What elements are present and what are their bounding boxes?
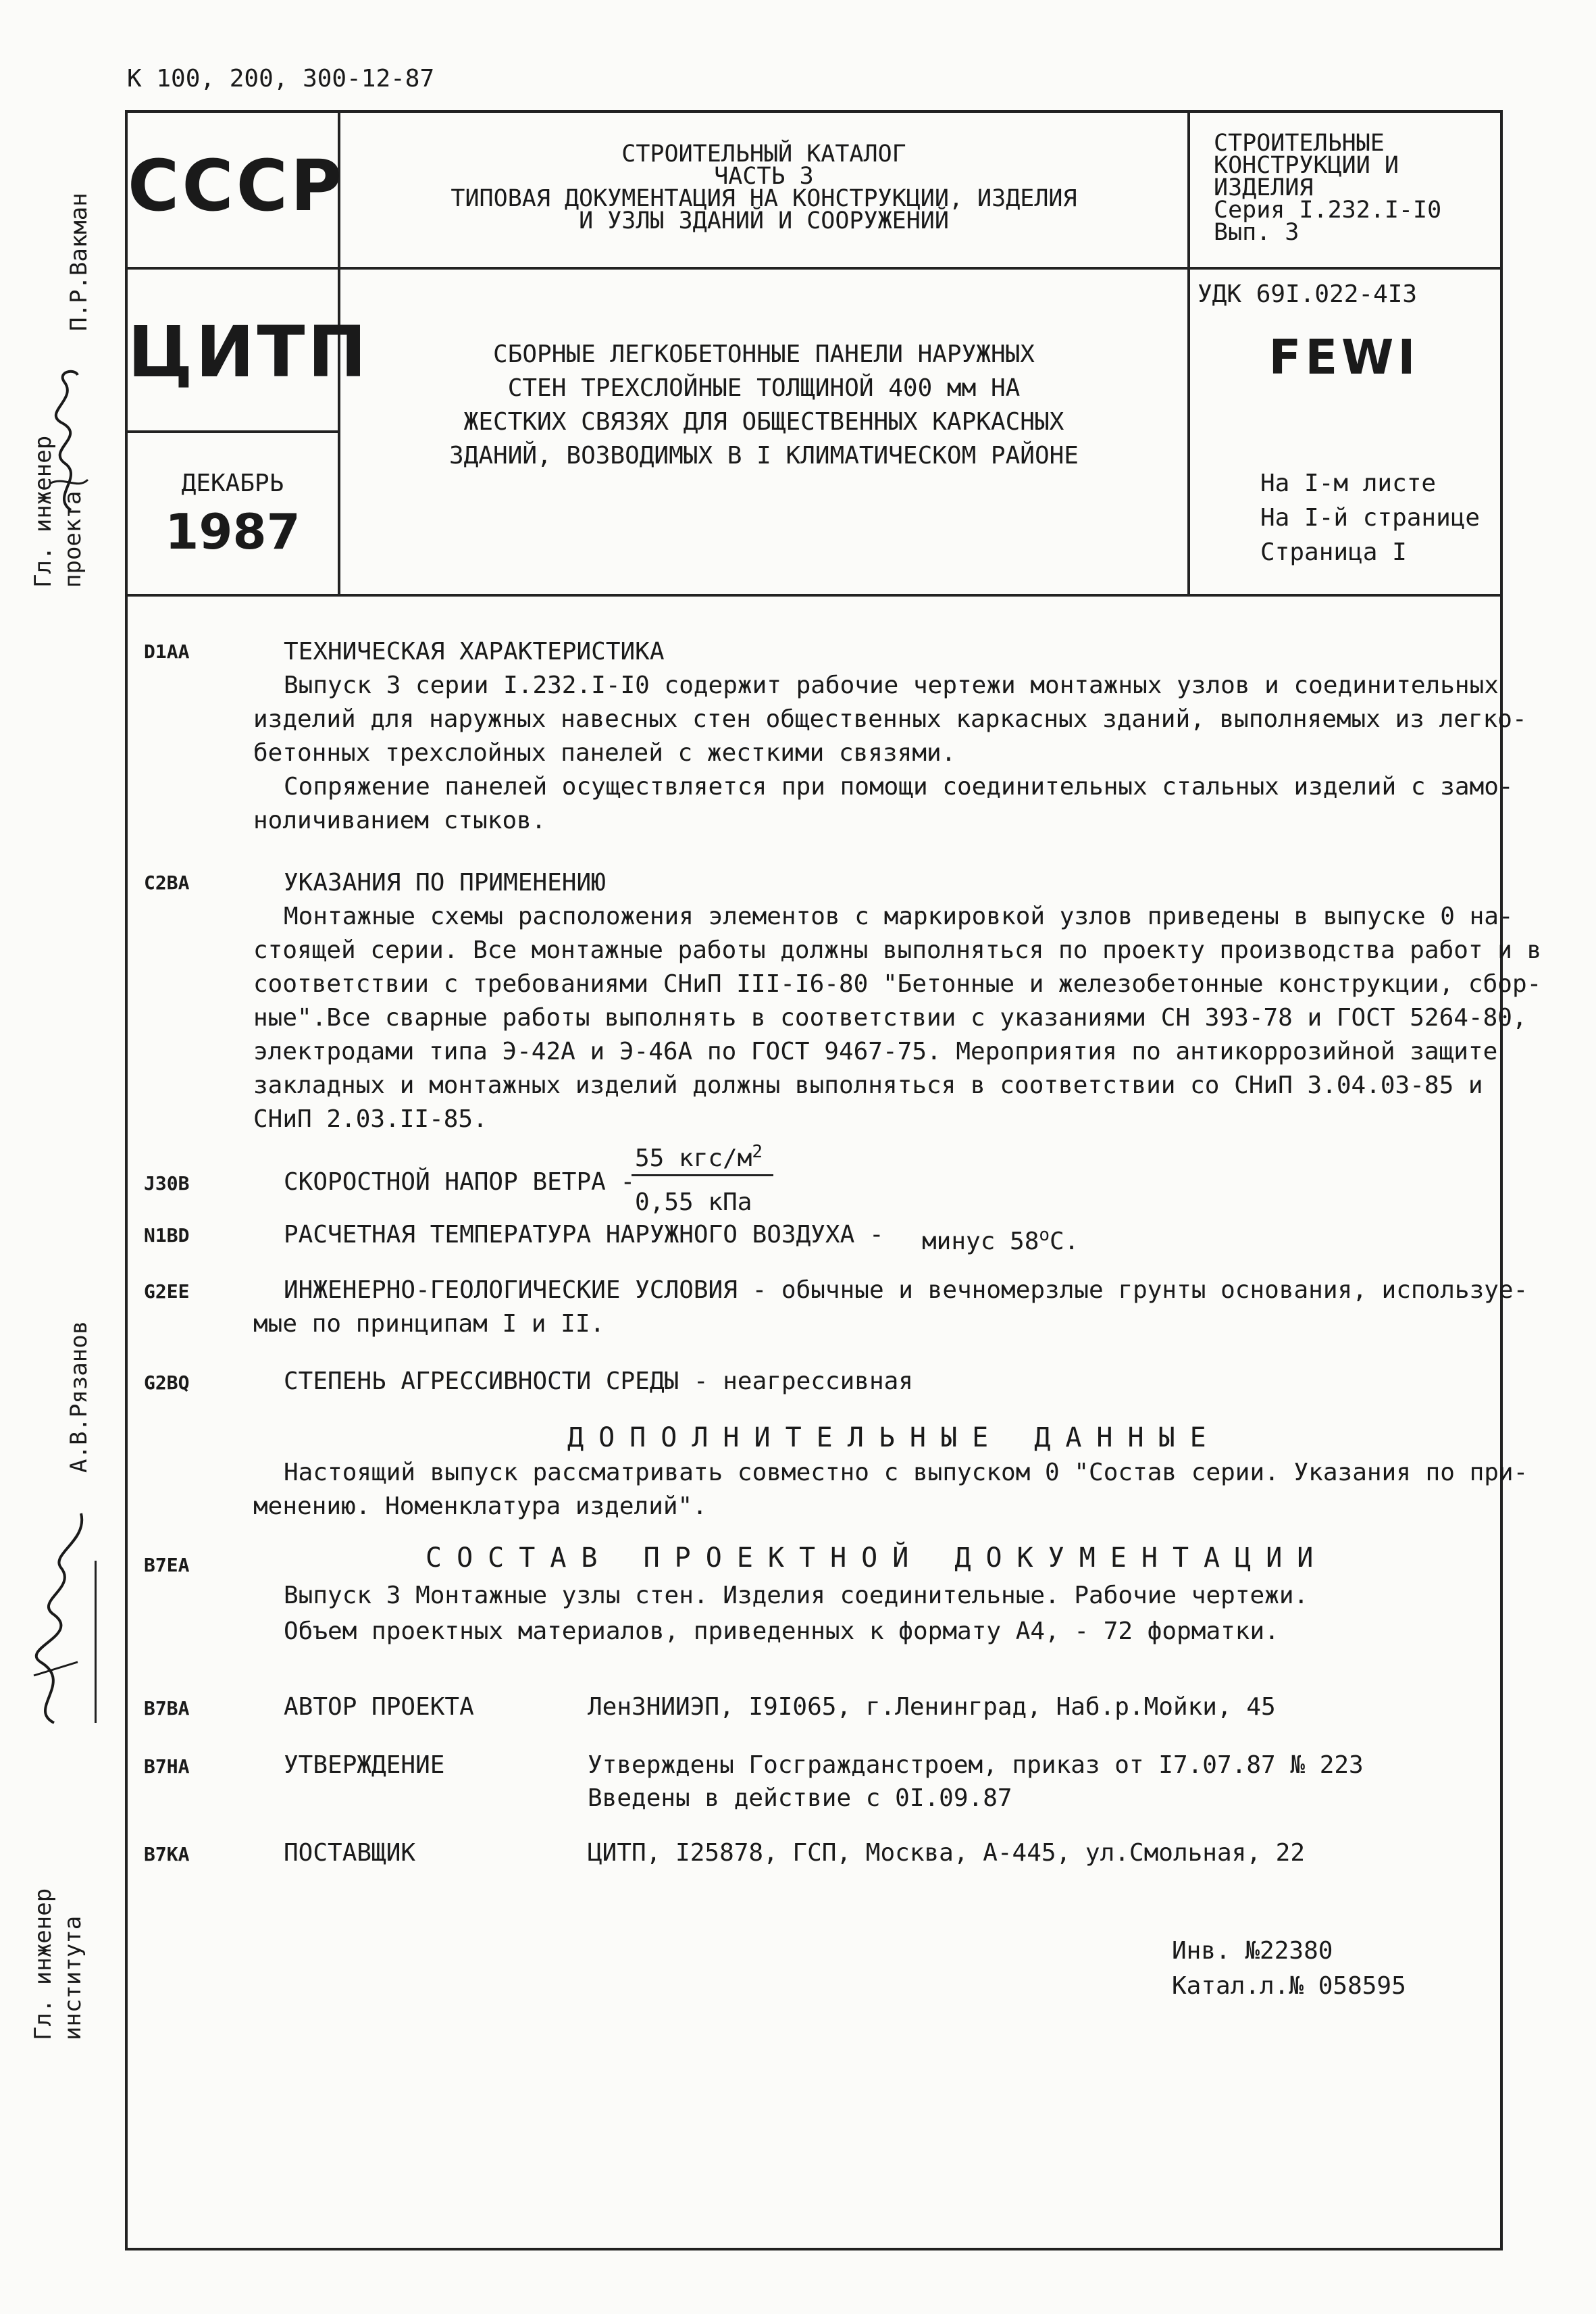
signature-vakman (24, 361, 98, 517)
title-line: ЗДАНИЙ, ВОЗВОДИМЫХ В I КЛИМАТИЧЕСКОМ РАЙОНЕ (449, 442, 1079, 470)
section-heading (1214, 132, 1441, 244)
text-line: электродами типа Э-42А и Э-46А по ГОСТ 9467-75. Мероприятия по антикоррозийной защите (253, 1038, 1498, 1065)
wind-denominator: 0,55 кПа (635, 1188, 752, 1216)
approval-label: УТВЕРЖДЕНИЕ (284, 1751, 445, 1779)
inventory-number: Инв. №22380 (1172, 1937, 1333, 1965)
tech-text-2 (284, 770, 1514, 804)
section-code-temp: N1BD (144, 1224, 190, 1247)
classifier-code: FEWI (1268, 330, 1420, 385)
wind-numerator-value: 55 кгс/м (635, 1145, 752, 1172)
tech-text-cont (253, 703, 1527, 770)
approval-value-1: Утверждены Госгражданстроем, приказ от I7.07.87 № 223 (588, 1751, 1364, 1779)
section-title-usage: УКАЗАНИЯ ПО ПРИМЕНЕНИЮ (284, 869, 606, 897)
text-line: ные".Все сварные работы выполнять в соответствии с указаниями СН 393-78 и ГОСТ 5264-80, (253, 1004, 1527, 1032)
tech-text (284, 669, 1499, 703)
catalog-sheet-number: Катал.л.№ 058595 (1172, 1972, 1406, 2000)
section-code-composition: B7EA (144, 1554, 190, 1576)
catalog-line: И УЗЛЫ ЗДАНИЙ И СООРУЖЕНИЙ (579, 207, 949, 234)
wind-numerator (635, 1135, 763, 1176)
document-title (340, 338, 1187, 473)
temp-degree: о (1039, 1225, 1050, 1245)
udk-code: УДК 69I.022-4I3 (1198, 280, 1418, 308)
country-label: СССР (128, 145, 345, 227)
text-line: закладных и монтажных изделий должны выполняться в соответствии со СНиП 3.04.03-85 и (253, 1072, 1483, 1099)
wind-numerator-exponent: 2 (752, 1142, 763, 1162)
document-reference: К 100, 200, 300-12-87 (127, 65, 435, 93)
extra-line-2: менению. Номенклатура изделий". (253, 1492, 707, 1520)
section-code-wind: J30B (144, 1172, 190, 1194)
side-label-line: Гл. инженер (30, 435, 57, 588)
temp-label: РАСЧЕТНАЯ ТЕМПЕРАТУРА НАРУЖНОГО ВОЗДУХА - (284, 1221, 884, 1249)
header-row-divider-1 (125, 267, 1503, 270)
section-title-tech: ТЕХНИЧЕСКАЯ ХАРАКТЕРИСТИКА (284, 638, 665, 665)
composition-heading: СОСТАВ ПРОЕКТНОЙ ДОКУМЕНТАЦИИ (426, 1542, 1329, 1574)
section-line: ИЗДЕЛИЯ (1214, 174, 1314, 201)
side-label-line: института (59, 1915, 86, 2040)
catalog-line: ТИПОВАЯ ДОКУМЕНТАЦИЯ НА КОНСТРУКЦИИ, ИЗДЕЛИЯ (451, 185, 1077, 212)
temp-unit: С. (1050, 1228, 1079, 1255)
signature-ryazanov (14, 1507, 95, 1730)
side-name-vakman: П.Р.Вакман (66, 193, 93, 331)
side-name-ryazanov: А.В.Рязанов (66, 1320, 93, 1473)
extra-line-1: Настоящий выпуск рассматривать совместно с выпуском 0 "Состав серии. Указания по при- (284, 1459, 1528, 1486)
text-line: ноличиванием стыков. (253, 807, 546, 834)
usage-text (284, 900, 1514, 934)
supplier-label: ПОСТАВЩИК (284, 1839, 416, 1867)
text-line: бетонных трехслойных панелей с жесткими связями. (253, 739, 956, 767)
author-label: АВТОР ПРОЕКТА (284, 1693, 474, 1721)
section-code-geo: G2EE (144, 1280, 190, 1303)
section-code-usage: C2BA (144, 872, 190, 894)
text-line: Сопряжение панелей осуществляется при помощи соединительных стальных изделий с замо- (284, 773, 1514, 801)
title-line: СБОРНЫЕ ЛЕГКОБЕТОННЫЕ ПАНЕЛИ НАРУЖНЫХ (493, 341, 1035, 368)
text-line: изделий для наружных навесных стен общественных каркасных зданий, выполняемых из легко- (253, 705, 1527, 733)
catalog-heading (340, 143, 1187, 232)
composition-line-2: Объем проектных материалов, приведенных к формату А4, - 72 форматки. (284, 1617, 1279, 1645)
aggr-text: СТЕПЕНЬ АГРЕССИВНОСТИ СРЕДЫ - неагрессивная (284, 1367, 913, 1395)
section-code-supplier: B7KA (144, 1843, 190, 1865)
wind-label: СКОРОСТНОЙ НАПОР ВЕТРА - (284, 1168, 636, 1196)
text-line: соответствии с требованиями СНиП III-I6-80 "Бетонные и железобетонные конструкции, сбор- (253, 970, 1542, 998)
text-line: Монтажные схемы расположения элементов с маркировкой узлов приведены в выпуске 0 на- (284, 903, 1514, 930)
side-label-line: проекта (59, 491, 86, 588)
side-chief-engineer-institute (28, 1888, 88, 2040)
composition-line-1: Выпуск 3 Монтажные узлы стен. Изделия соединительные. Рабочие чертежи. (284, 1582, 1309, 1609)
header-bottom (125, 594, 1503, 597)
approval-value-2: Введены в действие с 0I.09.87 (588, 1784, 1012, 1812)
author-value: ЛенЗНИИЭП, I9I065, г.Ленинград, Наб.р.Мойки, 45 (588, 1693, 1276, 1721)
section-code-tech: D1AA (144, 640, 190, 663)
sheet-line: На I-й странице (1260, 504, 1481, 532)
title-line: ЖЕСТКИХ СВЯЗЯХ ДЛЯ ОБЩЕСТВЕННЫХ КАРКАСНЫХ (463, 408, 1064, 436)
signature-line (95, 1561, 97, 1723)
text-line: СНиП 2.03.II-85. (253, 1105, 488, 1133)
issue-year: 1987 (165, 503, 301, 560)
supplier-value: ЦИТП, I25878, ГСП, Москва, А-445, ул.Смольная, 22 (588, 1839, 1306, 1867)
section-line: Вып. 3 (1214, 219, 1299, 246)
usage-text-cont (253, 934, 1541, 1136)
section-code-author: B7BA (144, 1697, 190, 1719)
temp-value-number: минус 58 (922, 1228, 1039, 1255)
extra-heading: ДОПОЛНИТЕЛЬНЫЕ ДАННЫЕ (567, 1422, 1221, 1453)
wind-fraction-bar (632, 1174, 773, 1176)
text-line: стоящей серии. Все монтажные работы должны выполняться по проекту производства работ и в (253, 936, 1542, 964)
section-code-aggr: G2BQ (144, 1372, 190, 1394)
sheet-line: Страница I (1260, 538, 1407, 566)
geo-line-1: ИНЖЕНЕРНО-ГЕОЛОГИЧЕСКИЕ УСЛОВИЯ - обычные и вечномерзлые грунты основания, используе- (284, 1276, 1528, 1304)
sheet-info (1260, 466, 1480, 570)
sheet-line: На I-м листе (1260, 470, 1437, 497)
geo-line-2: мые по принципам I и II. (253, 1310, 605, 1338)
side-label-line: Гл. инженер (30, 1888, 57, 2040)
text-line: Выпуск 3 серии I.232.I-I0 содержит рабочие чертежи монтажных узлов и соединительных (284, 672, 1499, 699)
catalog-line: СТРОИТЕЛЬНЫЙ КАТАЛОГ (621, 141, 906, 168)
temp-value (922, 1218, 1079, 1259)
section-line: СТРОИТЕЛЬНЫЕ (1214, 130, 1385, 157)
title-line: СТЕН ТРЕХСЛОЙНЫЕ ТОЛЩИНОЙ 400 мм НА (507, 374, 1021, 402)
tech-text-2-cont (253, 804, 546, 838)
section-line: Серия I.232.I-I0 (1214, 197, 1442, 224)
header-row-divider-left-2 (125, 430, 339, 433)
section-line: КОНСТРУКЦИИ И (1214, 152, 1399, 179)
issue-month: ДЕКАБРЬ (181, 470, 284, 497)
org-label: ЦИТП (128, 311, 369, 393)
catalog-line: ЧАСТЬ 3 (714, 163, 814, 190)
section-code-approval: B7HA (144, 1755, 190, 1778)
